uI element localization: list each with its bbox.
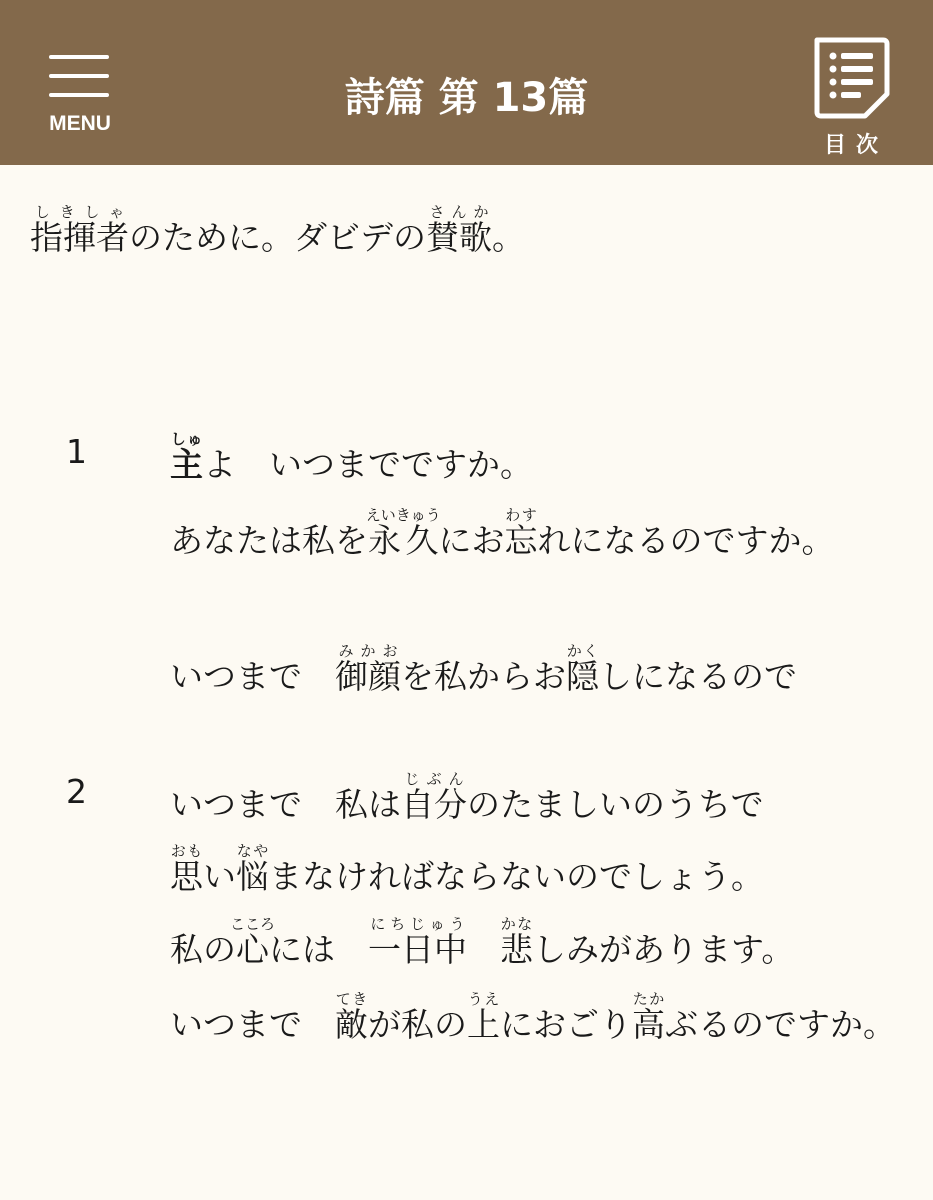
verse-line: あなたは私を永久えいきゅうにお忘わすれになるのですか。 [170, 506, 835, 560]
verse-number: 1 [66, 432, 87, 471]
superscription: 指揮者しきしゃのために。ダビデの賛歌さんか。 [30, 203, 525, 257]
verse-line: いつまで 御顔みかおを私からお隠かくしになるので [170, 642, 797, 696]
menu-label: MENU [49, 112, 111, 135]
ruby-word: 賛歌さんか [426, 203, 492, 257]
toc-label: 目次 [823, 133, 888, 158]
verse-line: いつまで 敵てきが私の上うえにおごり高たかぶるのですか。 [170, 990, 896, 1044]
verse-number: 2 [66, 772, 87, 811]
verse-line: 私の心こころには 一日中にちじゅう 悲かなしみがあります。 [170, 915, 795, 969]
verse-line: 思おもい悩なやまなければならないのでしょう。 [170, 842, 764, 896]
app-header [0, 0, 933, 165]
ruby-word: 指揮者しきしゃ [30, 203, 129, 257]
page-title: 詩篇 第 13篇 [344, 75, 589, 121]
verse-line: 主しゅよ いつまでですか。 [170, 430, 533, 484]
toc-list-icon [811, 36, 891, 120]
toc-button[interactable] [805, 36, 897, 160]
verse-line: いつまで 私は自分じぶんのたましいのうちで [170, 770, 764, 824]
